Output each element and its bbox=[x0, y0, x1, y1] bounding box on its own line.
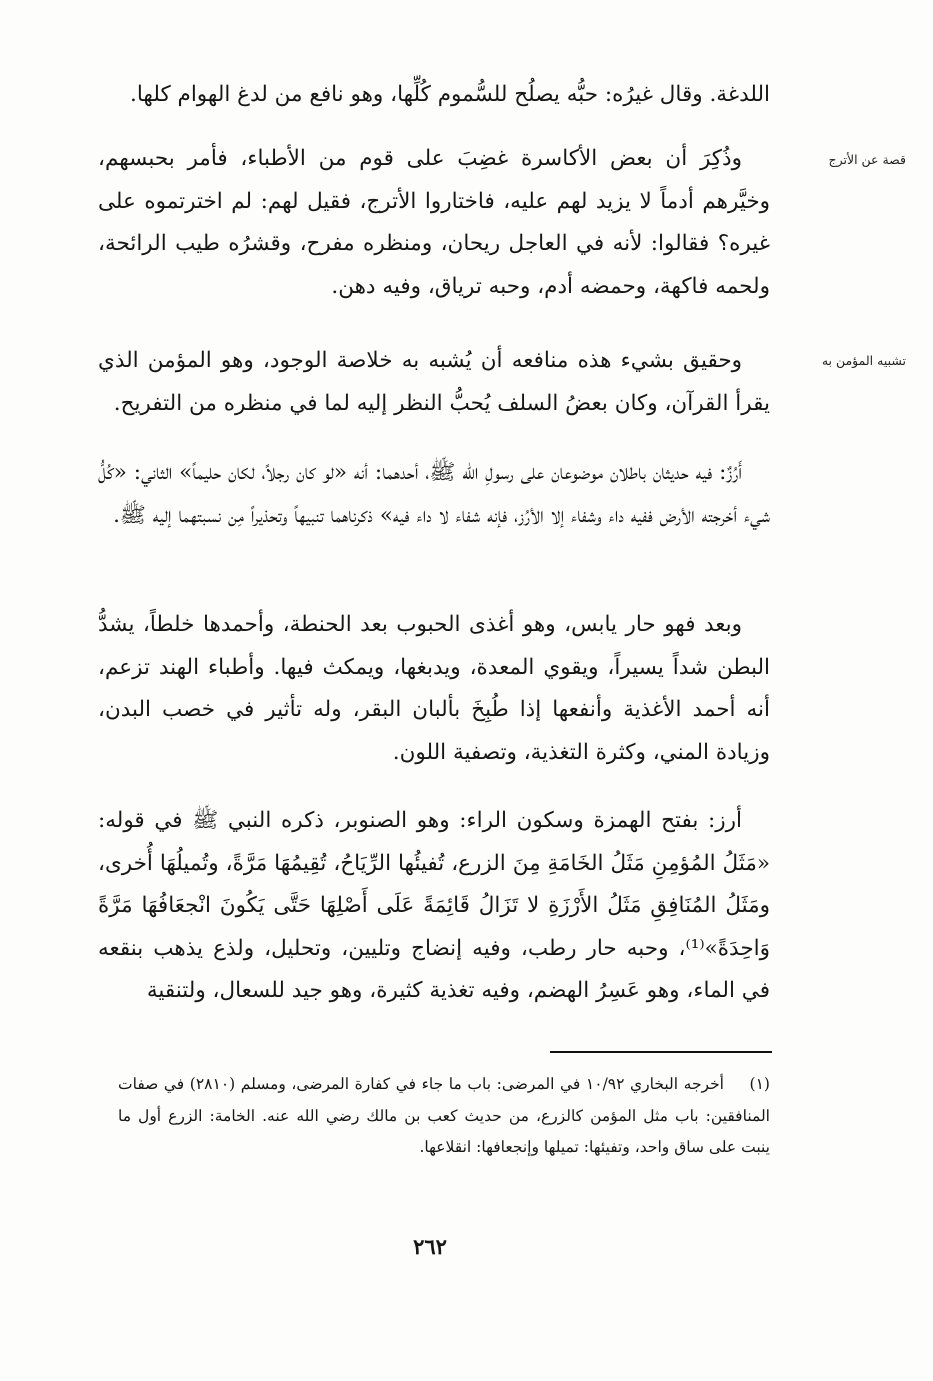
paragraph-text: وحقيق بشيء هذه منافعه أن يُشبه به خلاصة الوجود، وهو المؤمن الذي يقرأ القرآن، وكان بعضُ السلف يُحبُّ النظر إليه لما في منظره من التفريح. bbox=[98, 348, 770, 416]
body-paragraph-1 bbox=[98, 74, 770, 117]
paragraph-text: أَرُزٌ: فيه حديثان باطلان موضوعان على رسولِ الله ﷺ، أحدهما: أنه «لو كان رجلاً، لكان حليماً» الثاني: «كُلُّ شيء أخرجته الأرض ففيه داء وشفاء إلا الأرُز، فإنه شفاء لا داء فيه» ذكرناهما تنبيهاً وتحذيراً مِن نسبتهما إليه ﷺ. bbox=[98, 460, 770, 528]
body-paragraph-3 bbox=[98, 340, 770, 425]
footnote bbox=[118, 1069, 770, 1164]
side-note-believer-simile: تشبيه المؤمن به bbox=[821, 353, 906, 368]
paragraph-text: وبعد فهو حار يابس، وهو أغذى الحبوب بعد الحنطة، وأحمدها خلطاً، يشدُّ البطن شداً يسيراً، ويقوي المعدة، ويدبغها، ويمكث فيها. وأطباء الهند تزعم، أنه أحمد الأغذية وأنفعها إذا طُبِخَ بألبان البقر، وله تأثير في خصب البدن، وزيادة المني، وكثرة التغذية، وتصفية اللون. bbox=[98, 612, 770, 765]
body-paragraph-4 bbox=[98, 452, 770, 537]
paragraph-text: أرز: بفتح الهمزة وسكون الراء: وهو الصنوبر، ذكره النبي ﷺ في قوله: «مَثَلُ المُؤمِنِ مَثَلُ الخَامَةِ مِنَ الزرع، تُفيئُها الرِّيَاحُ، تُقِيمُهَا مَرَّةً، وتُميلُهَا أُخرى، ومَثَلُ المُنَافِقِ مَثَلُ الأَرْزَةِ لا تَزَالُ قَائِمَةً عَلَى أَصْلِهَا حَتَّى يَكُونَ انْجعَافُهَا مَرَّةً وَاحِدَةً»⁽¹⁾، وحبه حار رطب، وفيه إنضاج وتليين، وتحليل، ولذع يذهب بنقعه في الماء، وهو عَسِرُ الهضم، وفيه تغذية كثيرة، وهو جيد للسعال، ولتنقية bbox=[98, 808, 770, 1003]
body-paragraph-5 bbox=[98, 604, 770, 774]
paragraph-text: وذُكِرَ أن بعض الأكاسرة غضِبَ على قوم من الأطباء، فأمر بحبسهم، وخيَّرهم أدماً لا يزيد لهم عليه، فاختاروا الأترج، فقيل لهم: لم اخترتموه على غيره؟ فقالوا: لأنه في العاجل ريحان، ومنظره مفرح، وقشرُه طيب الرائحة، ولحمه فاكهة، وحمضه أدم، وحبه ترياق، وفيه دهن. bbox=[98, 146, 770, 299]
paragraph-text: اللدغة. وقال غيرُه: حبُّه يصلُح للسُّموم كُلِّها، وهو نافع من لدغ الهوام كلها. bbox=[130, 82, 770, 107]
footnote-text: أخرجه البخاري ١٠/٩٢ في المرضى: باب ما جاء في كفارة المرضى، ومسلم (٢٨١٠) في صفات المنافقين: باب مثل المؤمن كالزرع، من حديث كعب بن مالك رضي الله عنه. الخامة: الزرع أول ما ينبت على ساق واحد، وتفيئها: تميلها وإنجعافها: انقلاعها. bbox=[118, 1075, 770, 1156]
page-number: ٢٦٢ bbox=[413, 1234, 447, 1259]
body-paragraph-2 bbox=[98, 138, 770, 308]
footnote-separator bbox=[550, 1051, 772, 1053]
footnote-number: (١) bbox=[749, 1075, 770, 1093]
body-paragraph-6 bbox=[98, 800, 770, 1013]
side-note-atraj-story: قصة عن الأترج bbox=[828, 152, 906, 167]
